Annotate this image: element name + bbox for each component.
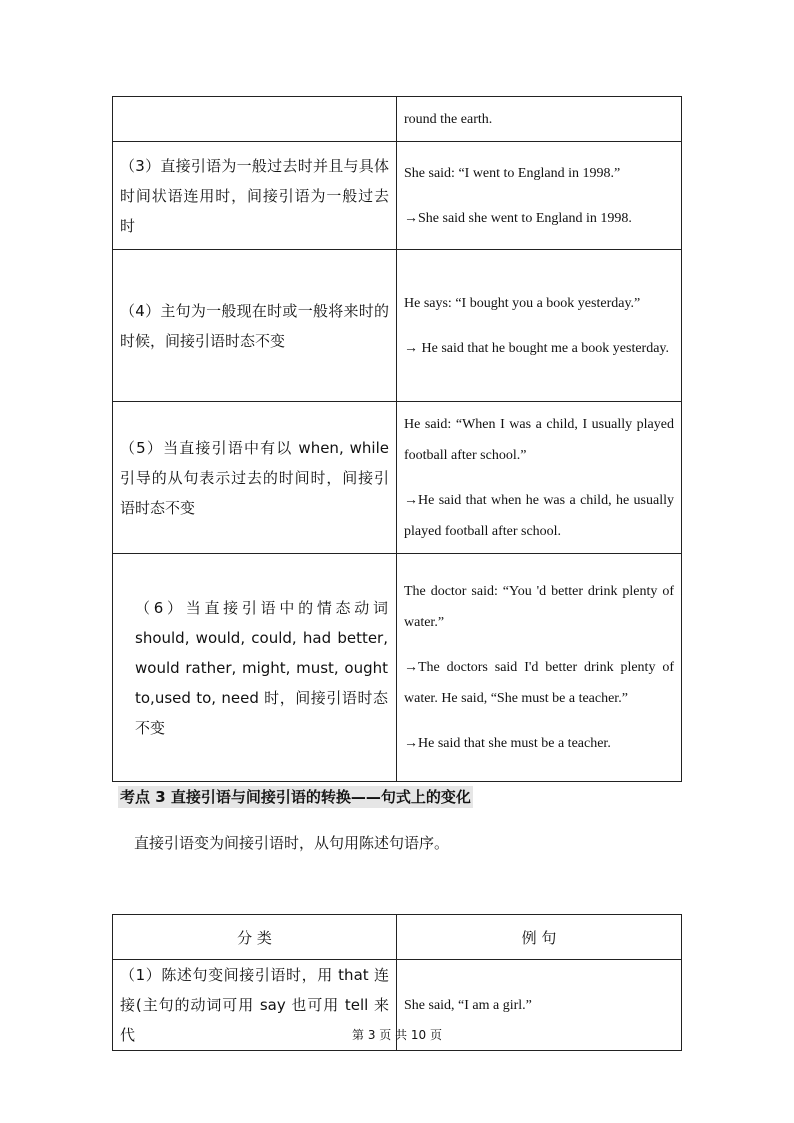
page-footer: 第 3 页 共 10 页 xyxy=(352,1028,442,1042)
rule-cell: （5）当直接引语中有以 when, while 引导的从句表示过去的时间时，间接引语时态不变 xyxy=(113,402,397,554)
column-header-category: 分 类 xyxy=(113,915,397,960)
example-line: She said: “I went to England in 1998.” xyxy=(404,165,621,181)
section-heading: 考点 3 直接引语与间接引语的转换——句式上的变化 xyxy=(120,788,471,806)
example-cell xyxy=(397,250,682,402)
example-line: The doctor said: “You 'd better drink plenty of water.” xyxy=(404,584,674,630)
rule-cell: （1）陈述句变间接引语时，用 that 连接(主句的动词可用 say 也可用 tell 来代 xyxy=(113,960,397,1051)
example-line: round the earth. xyxy=(404,111,493,127)
example-line: →He said that she must be a teacher. xyxy=(404,736,611,751)
rule-cell: （4）主句为一般现在时或一般将来时的时候，间接引语时态不变 xyxy=(113,250,397,402)
rule-cell: （6）当直接引语中的情态动词 should, would, could, had better, would rather, might, must, ought to,used to, need 时，间接引语时态不变 xyxy=(113,554,397,782)
table-header-row xyxy=(113,915,682,960)
example-cell xyxy=(397,402,682,554)
example-cell: She said, “I am a girl.” xyxy=(397,960,682,1051)
rule-cell: （3）直接引语为一般过去时并且与具体时间状语连用时，间接引语为一般过去时 xyxy=(113,142,397,250)
table-row xyxy=(113,554,682,782)
table-row xyxy=(113,250,682,402)
example-cell xyxy=(397,142,682,250)
table-row xyxy=(113,97,682,142)
example-cell xyxy=(397,554,682,782)
example-line: →He said that when he was a child, he usually played football after school. xyxy=(404,492,674,539)
example-line: He says: “I bought you a book yesterday.” xyxy=(404,295,641,311)
table-row xyxy=(113,402,682,554)
example-line: → He said that he bought me a book yesterday. xyxy=(404,340,670,356)
example-line: →The doctors said I'd better drink plenty of water. He said, “She must be a teacher.” xyxy=(404,660,674,706)
example-cell xyxy=(397,97,682,142)
tense-rules-table xyxy=(112,96,682,782)
column-header-example: 例 句 xyxy=(397,915,682,960)
rule-cell xyxy=(113,97,397,142)
body-paragraph: 直接引语变为间接引语时，从句用陈述句语序。 xyxy=(134,834,450,852)
example-line: →She said she went to England in 1998. xyxy=(404,210,632,226)
table-row xyxy=(113,142,682,250)
example-line: He said: “When I was a child, I usually played football after school.” xyxy=(404,416,674,463)
